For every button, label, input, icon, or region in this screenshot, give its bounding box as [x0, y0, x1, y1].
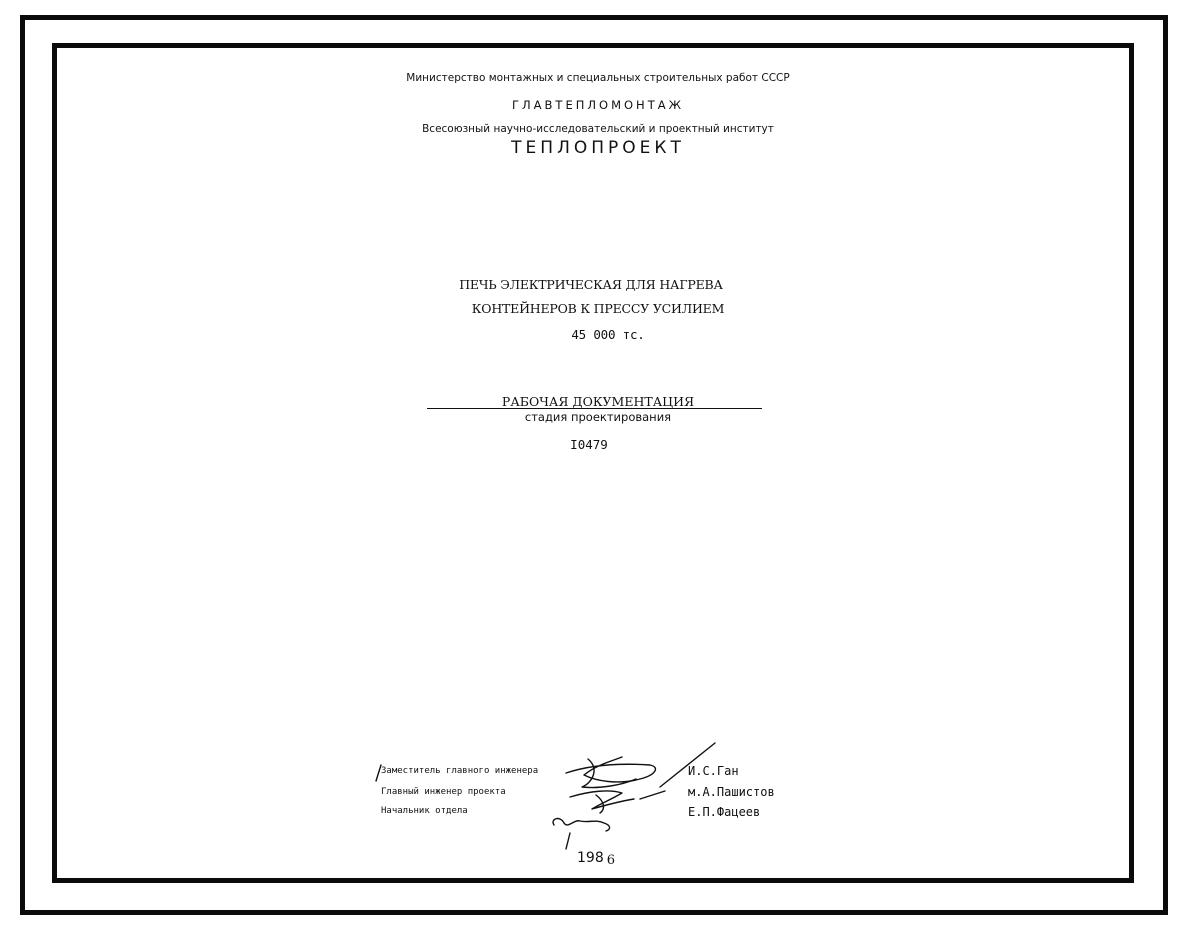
year-main: 198: [577, 850, 604, 866]
signatory-role-chief-project-engineer: Главный инженер проекта: [381, 787, 506, 797]
institute-name: Всесоюзный научно-исследовательский и проектный институт: [422, 123, 774, 135]
document-number: I0479: [570, 437, 608, 452]
signatory-name-2: м.А.Пашистов: [688, 785, 775, 799]
ministry-name: Министерство монтажных и специальных строительных работ СССР: [406, 72, 790, 84]
documentation-underline: [427, 408, 762, 409]
design-stage-label: стадия проектирования: [524, 410, 672, 424]
document-title-line-2: КОНТЕЙНЕРОВ К ПРЕССУ УСИЛИЕМ: [471, 301, 725, 316]
signatory-name-1: И.С.Ган: [688, 764, 739, 778]
institute-brand: ТЕПЛОПРОЕКТ: [511, 138, 685, 158]
signatory-role-department-head: Начальник отдела: [381, 806, 468, 816]
handwritten-signatures: [360, 735, 740, 855]
signatory-role-deputy-chief-engineer: Заместитель главного инженера: [381, 766, 539, 776]
organization-name: ГЛАВТЕПЛОМОНТАЖ: [512, 98, 684, 112]
document-title-line-1: ПЕЧЬ ЭЛЕКТРИЧЕСКАЯ ДЛЯ НАГРЕВА: [459, 277, 723, 292]
documentation-type: РАБОЧАЯ ДОКУМЕНТАЦИЯ: [501, 394, 695, 409]
document-year: [577, 850, 615, 866]
signatory-name-3: Е.П.Фацеев: [688, 805, 761, 819]
document-title-line-3: 45 000 тс.: [571, 327, 645, 342]
signature-tick-mark: [376, 765, 381, 781]
year-suffix-handwritten: 6: [606, 853, 616, 868]
